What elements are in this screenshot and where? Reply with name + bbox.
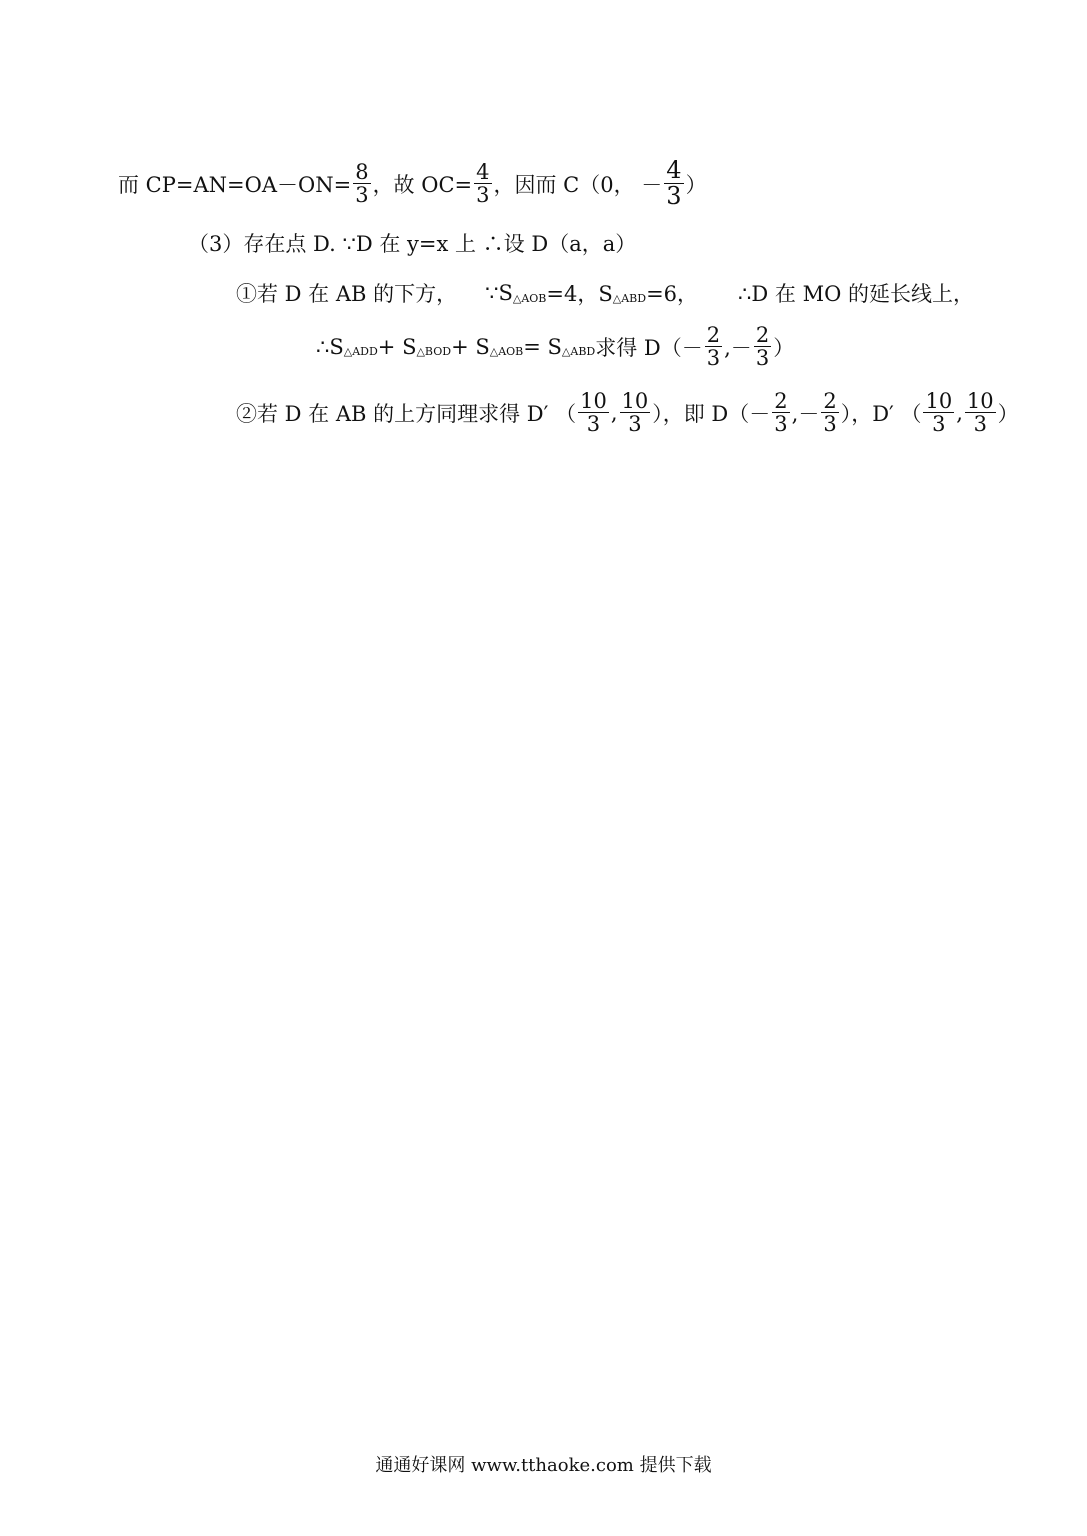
denominator: 3: [586, 412, 601, 437]
text-segment: + S: [451, 334, 490, 359]
denominator: 3: [476, 183, 490, 208]
denominator: 3: [628, 412, 642, 437]
fraction-4-3: [474, 161, 491, 206]
denominator: 3: [355, 183, 369, 208]
text-segment: ，故 OC=: [372, 172, 473, 197]
solution-line-2: [188, 228, 636, 258]
denominator: 3: [774, 412, 788, 437]
fraction-2-3: [821, 390, 838, 435]
text-segment: ,－: [791, 401, 820, 426]
numerator: 4: [666, 156, 682, 184]
text-segment: ，因而 C（0， －: [493, 172, 663, 197]
fraction-10-3: [620, 390, 651, 435]
numerator: 10: [621, 389, 649, 413]
page-footer: 通通好课网 www.tthaoke.com 提供下载: [375, 1455, 712, 1476]
text-segment: ）: [773, 335, 795, 360]
denominator: 3: [973, 412, 987, 437]
subscript: △ABD: [561, 345, 596, 359]
numerator: 2: [823, 389, 837, 413]
text-segment: =6，: [646, 282, 699, 306]
subscript: △AOB: [489, 345, 524, 359]
text-segment: =4，S: [546, 282, 613, 306]
denominator: 3: [755, 346, 770, 371]
numerator: 2: [706, 323, 721, 347]
text-segment: + S: [377, 334, 417, 359]
subscript: △ABD: [612, 291, 647, 305]
text-segment: ,－: [724, 335, 752, 360]
fraction-2-3: [705, 324, 722, 369]
numerator: 10: [580, 389, 607, 413]
text-segment: ），D′ （: [840, 401, 922, 426]
text-segment: ∴S: [316, 334, 344, 359]
text-segment: ），即 D（－: [652, 401, 771, 426]
solution-line-5: [236, 390, 1019, 435]
subscript: △AOB: [512, 291, 547, 305]
numerator: 8: [355, 160, 369, 185]
text-segment: （3）存在点 D. ∵D 在 y=x 上 ∴设 D（a，a）: [188, 232, 637, 256]
text-segment: ①若 D 在 AB 的下方，: [236, 282, 458, 306]
denominator: 3: [932, 412, 946, 437]
text-segment: = S: [523, 334, 562, 359]
fraction-10-3: [578, 390, 609, 435]
fraction-2-3: [772, 390, 789, 435]
numerator: 10: [966, 389, 994, 413]
text-segment: ,: [610, 400, 618, 425]
text-segment: ∵S: [485, 281, 513, 305]
fraction-2-3: [754, 324, 771, 369]
text-segment: 求得 D（－: [595, 335, 703, 360]
denominator: 3: [706, 346, 721, 371]
solution-line-4: [316, 324, 794, 369]
text-segment: ,: [956, 400, 963, 425]
fraction-10-3: [965, 390, 996, 435]
text-segment: ∴D 在 MO 的延长线上，: [738, 282, 974, 306]
numerator: 2: [755, 323, 770, 347]
solution-line-3: [236, 278, 974, 308]
denominator: 3: [666, 182, 682, 211]
text-segment: ）: [685, 172, 707, 197]
text-segment: 而 CP=AN=OA－ON=: [118, 172, 352, 197]
fraction-4-3-large: [664, 158, 683, 209]
text-segment: ②若 D 在 AB 的上方同理求得 D′ （: [236, 401, 577, 426]
subscript: △BOD: [416, 345, 452, 359]
fraction-10-3: [923, 390, 954, 435]
denominator: 3: [823, 412, 837, 437]
fraction-8-3: [353, 161, 370, 206]
numerator: 4: [476, 160, 490, 185]
numerator: 10: [925, 389, 953, 413]
solution-line-1: [118, 158, 707, 209]
subscript: △ADD: [343, 345, 378, 359]
numerator: 2: [774, 389, 788, 413]
text-segment: ）: [997, 401, 1019, 426]
